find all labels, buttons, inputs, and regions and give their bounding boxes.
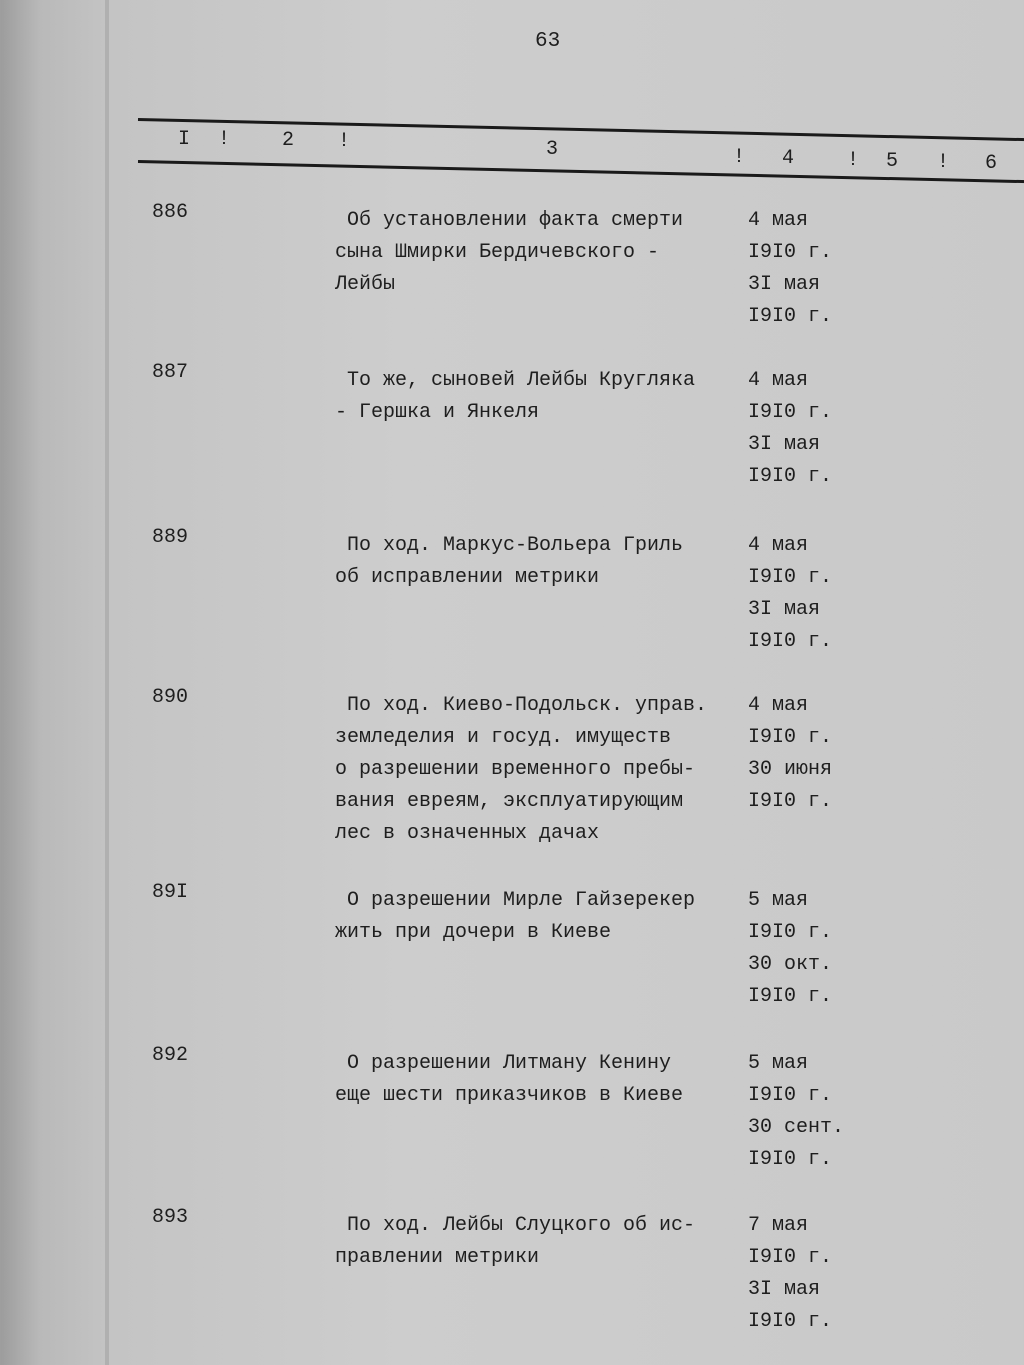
page-number: 63 xyxy=(535,30,561,53)
col-separator: ! xyxy=(338,130,351,153)
record-description xyxy=(335,365,695,429)
date-line: 30 июня xyxy=(748,758,833,781)
description-line: - Гершка и Янкеля xyxy=(335,401,540,424)
description-line: По ход. Маркус-Вольера Гриль xyxy=(335,534,684,557)
col-header-1: I xyxy=(178,128,191,151)
description-line: земледелия и госуд. имуществ xyxy=(335,726,672,749)
col-header-5: 5 xyxy=(886,150,899,173)
date-line: 30 сент. xyxy=(748,1116,845,1139)
record-description xyxy=(335,530,683,594)
record-number: 887 xyxy=(152,361,189,384)
col-separator: ! xyxy=(937,151,950,174)
description-line: О разрешении Мирле Гайзерекер xyxy=(335,889,696,912)
date-line: 4 мая xyxy=(748,534,809,557)
record-dates xyxy=(748,530,832,658)
date-line: 3I мая xyxy=(748,1278,821,1301)
record-dates xyxy=(748,1048,844,1176)
description-line: правлении метрики xyxy=(335,1246,540,1269)
description-line: Лейбы xyxy=(335,273,396,296)
header-top-rule xyxy=(138,118,1024,141)
date-line: 7 мая xyxy=(748,1214,809,1237)
record-description xyxy=(335,885,695,949)
date-line: 5 мая xyxy=(748,889,809,912)
date-line: I9I0 г. xyxy=(748,921,833,944)
description-line: О разрешении Литману Кенину xyxy=(335,1052,672,1075)
col-separator: ! xyxy=(218,128,231,151)
record-number: 892 xyxy=(152,1044,189,1067)
record-description xyxy=(335,1210,695,1274)
record-dates xyxy=(748,690,832,818)
record-dates xyxy=(748,365,832,493)
date-line: 5 мая xyxy=(748,1052,809,1075)
description-line: Об установлении факта смерти xyxy=(335,209,684,232)
date-line: I9I0 г. xyxy=(748,305,833,328)
date-line: I9I0 г. xyxy=(748,790,833,813)
date-line: 3I мая xyxy=(748,273,821,296)
record-description xyxy=(335,205,683,301)
date-line: I9I0 г. xyxy=(748,630,833,653)
description-line: вания евреям, эксплуатирующим xyxy=(335,790,684,813)
description-line: То же, сыновей Лейбы Кругляка xyxy=(335,369,696,392)
description-line: еще шести приказчиков в Киеве xyxy=(335,1084,684,1107)
col-separator: ! xyxy=(847,149,860,172)
record-description xyxy=(335,1048,683,1112)
col-header-4: 4 xyxy=(782,147,795,170)
date-line: I9I0 г. xyxy=(748,241,833,264)
col-header-2: 2 xyxy=(282,129,295,152)
description-line: лес в означенных дачах xyxy=(335,822,600,845)
date-line: I9I0 г. xyxy=(748,465,833,488)
description-line: По ход. Лейбы Слуцкого об ис- xyxy=(335,1214,696,1237)
date-line: I9I0 г. xyxy=(748,726,833,749)
description-line: жить при дочери в Киеве xyxy=(335,921,612,944)
col-header-3: 3 xyxy=(546,138,559,161)
date-line: 4 мая xyxy=(748,369,809,392)
date-line: I9I0 г. xyxy=(748,1310,833,1333)
date-line: 3I мая xyxy=(748,433,821,456)
date-line: 30 окт. xyxy=(748,953,833,976)
record-number: 89I xyxy=(152,881,189,904)
record-dates xyxy=(748,1210,832,1338)
date-line: I9I0 г. xyxy=(748,1084,833,1107)
date-line: I9I0 г. xyxy=(748,1246,833,1269)
description-line: об исправлении метрики xyxy=(335,566,600,589)
record-number: 890 xyxy=(152,686,189,709)
record-number: 889 xyxy=(152,526,189,549)
description-line: о разрешении временного пребы- xyxy=(335,758,696,781)
record-dates xyxy=(748,205,832,333)
col-header-6: 6 xyxy=(985,152,998,175)
date-line: 4 мая xyxy=(748,694,809,717)
record-description xyxy=(335,690,707,850)
record-number: 886 xyxy=(152,201,189,224)
date-line: I9I0 г. xyxy=(748,1148,833,1171)
description-line: сына Шмирки Бердичевского - xyxy=(335,241,660,264)
date-line: I9I0 г. xyxy=(748,985,833,1008)
page-edge xyxy=(105,0,109,1365)
date-line: I9I0 г. xyxy=(748,566,833,589)
date-line: 3I мая xyxy=(748,598,821,621)
col-separator: ! xyxy=(733,146,746,169)
record-number: 893 xyxy=(152,1206,189,1229)
date-line: I9I0 г. xyxy=(748,401,833,424)
record-dates xyxy=(748,885,832,1013)
description-line: По ход. Киево-Подольск. управ. xyxy=(335,694,708,717)
date-line: 4 мая xyxy=(748,209,809,232)
